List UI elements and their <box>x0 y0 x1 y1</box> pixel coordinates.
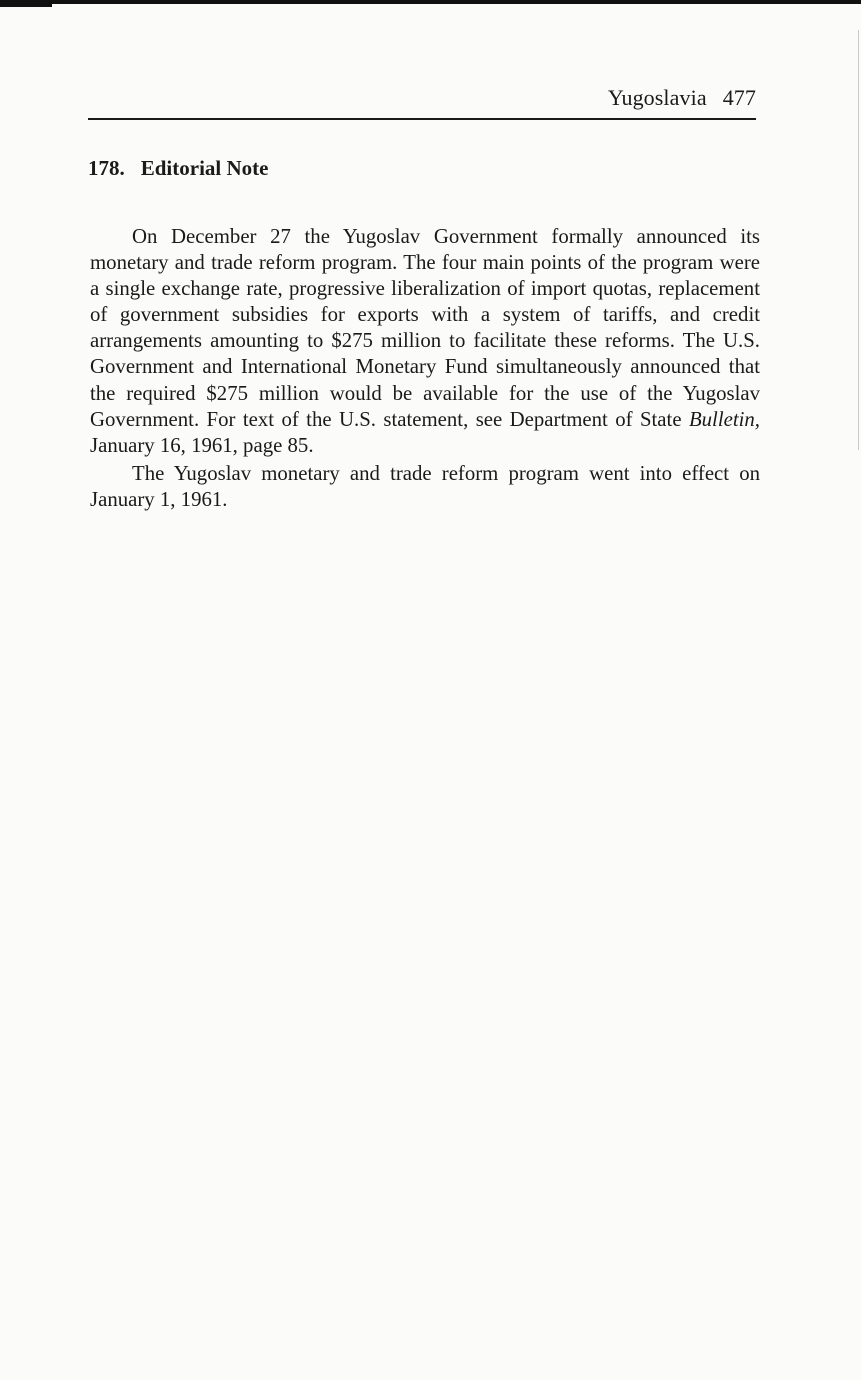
header-rule <box>88 118 756 120</box>
running-head-country: Yugoslavia <box>607 85 707 110</box>
document-heading <box>88 154 268 182</box>
paragraph-1-text: On December 27 the Yugoslav Government formally announced its monetary and trade reform program. The four main points of the program were a single exchange rate, progressive liberalization of import quotas, replacement of government subsidies for exports with a system of tariffs, and credit arrangements amounting to $275 million to facilitate these reforms. The U.S. Government and International Monetary Fund simultaneously announced that the required $275 million would be available for the use of the Yugoslav Government. For text of the U.S. statement, see Department of State <box>90 225 760 431</box>
scan-top-edge <box>0 0 861 4</box>
body-text <box>90 224 760 513</box>
document-number: 178. <box>88 156 125 180</box>
page-number: 477 <box>722 85 756 110</box>
scan-right-edge <box>858 30 859 450</box>
paragraph-2: The Yugoslav monetary and trade reform program went into effect on January 1, 1961. <box>90 461 760 511</box>
running-head <box>88 84 756 112</box>
bulletin-italic: Bulletin, <box>688 407 760 431</box>
paragraph-1 <box>90 224 760 459</box>
document-title: Editorial Note <box>140 156 269 180</box>
paragraph-1-citation: January 16, 1961, page 85. <box>90 433 314 457</box>
